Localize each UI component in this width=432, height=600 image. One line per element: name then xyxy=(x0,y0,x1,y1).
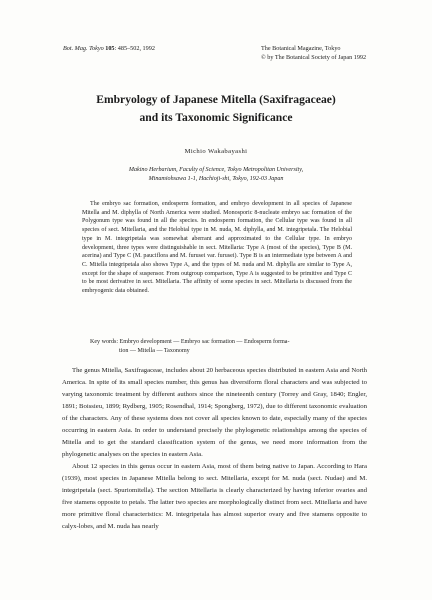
keywords xyxy=(82,338,352,355)
title-line-1: Embryology of Japanese Mitella (Saxifragaceae) xyxy=(96,93,336,106)
keywords-line-1: Key words: Embryo development — Embryo sac formation — Endosperm forma- xyxy=(90,339,290,345)
body-paragraph-1: The genus Mitella, Saxifragaceae, includes about 20 herbaceous species distributed in eastern Asia and North America. In spite of its small species number, this genus has diversiform floral characters and was subjected to varying taxonomic treatment by different authors since the nineteenth century (Torrey and Gray, 1840; Engler, 1891; Boissieu, 1899; Rydberg, 1905; Rosendhal, 1914; Spongberg, 1972), due to different taxonomic evaluation of the characters. Any of these systems does not cover all species known to date, especially many of the species occurring in eastern Asia. In order to understand precisely the phylogenetic relationships among the species of Mitella and to get the standard classification system of the genus, we need more information from the phylogenetic analyses on the species in eastern Asia. xyxy=(62,367,367,458)
citation-line xyxy=(63,45,155,54)
article-title xyxy=(40,91,392,127)
title-line-2: and its Taxonomic Significance xyxy=(139,111,293,124)
journal-full-name: The Botanical Magazine, Tokyo xyxy=(261,45,341,52)
copyright-line: © by The Botanical Society of Japan 1992 xyxy=(261,53,367,61)
pages-year: : 485–502, 1992 xyxy=(114,45,155,52)
publisher-block xyxy=(261,45,401,62)
abstract xyxy=(82,200,352,296)
author-affiliation xyxy=(40,166,392,183)
affiliation-line-1: Makino Herbarium, Faculty of Science, Tokyo Metropolitan University, xyxy=(128,167,304,173)
volume-number: 105 xyxy=(105,45,115,52)
author-name: Michio Wakabayashi xyxy=(184,148,248,155)
body-text xyxy=(62,365,367,533)
journal-abbrev: Bot. Mag. Tokyo xyxy=(63,45,104,52)
abstract-text: The embryo sac formation, endosperm formation, and embryo development in all species of Japanese Mitella and M. diphylla of North America were studied. Monosporic 8-nucleate embryo sac formation of the Polygonum type was found in all the species. In endosperm formation, the Cellular type was found in all species of sect. Mitellaria, and the Helobial type in M. nuda, M. diphylla, and M. integripetala. The Helobial type in M. integripetala was somewhat aberrant and approximated to the Cellular type. In embryo development, three types were distinguishable in sect. Mitellaria: Type A (most of the species), Type B (M. acerina) and Type C (M. pauciflora and M. furusei var. furusei). Type B is an intermediate type between A and C. Mitella integripetala also shows Type A, and the types of M. nuda and M. diphylla are similar to Type A, except for the shape of suspensor. From outgroup comparison, Type A is suggested to be primitive and Type C to be most derivative in sect. Mitellaria. The affinity of some species in sect. Mitellaria is discussed from the embryogenic data obtained. xyxy=(82,201,352,295)
body-paragraph-2: About 12 species in this genus occur in eastern Asia, most of them being native to Japan. According to Hara (1939), most species in Japanese Mitella belong to sect. Mitellaria, except for M. nuda (sect. Nudae) and M. integripetala (sect. Spuriomitella). The section Mitellaria is clearly characterized by having inferior ovaries and five stamens opposite to petals. The latter two species are morphologically distinct from sect. Mitellaria and have more primitive floral characteristics: M. integripetala has almost superior ovary and five stamens opposite to calyx-lobes, and M. nuda has nearly xyxy=(62,463,367,530)
keywords-line-2: tion — Mitella — Taxonomy xyxy=(119,347,190,354)
affiliation-line-2: Minamiohsawa 1-1, Hachioji-shi, Tokyo, 192-03 Japan xyxy=(148,175,284,182)
